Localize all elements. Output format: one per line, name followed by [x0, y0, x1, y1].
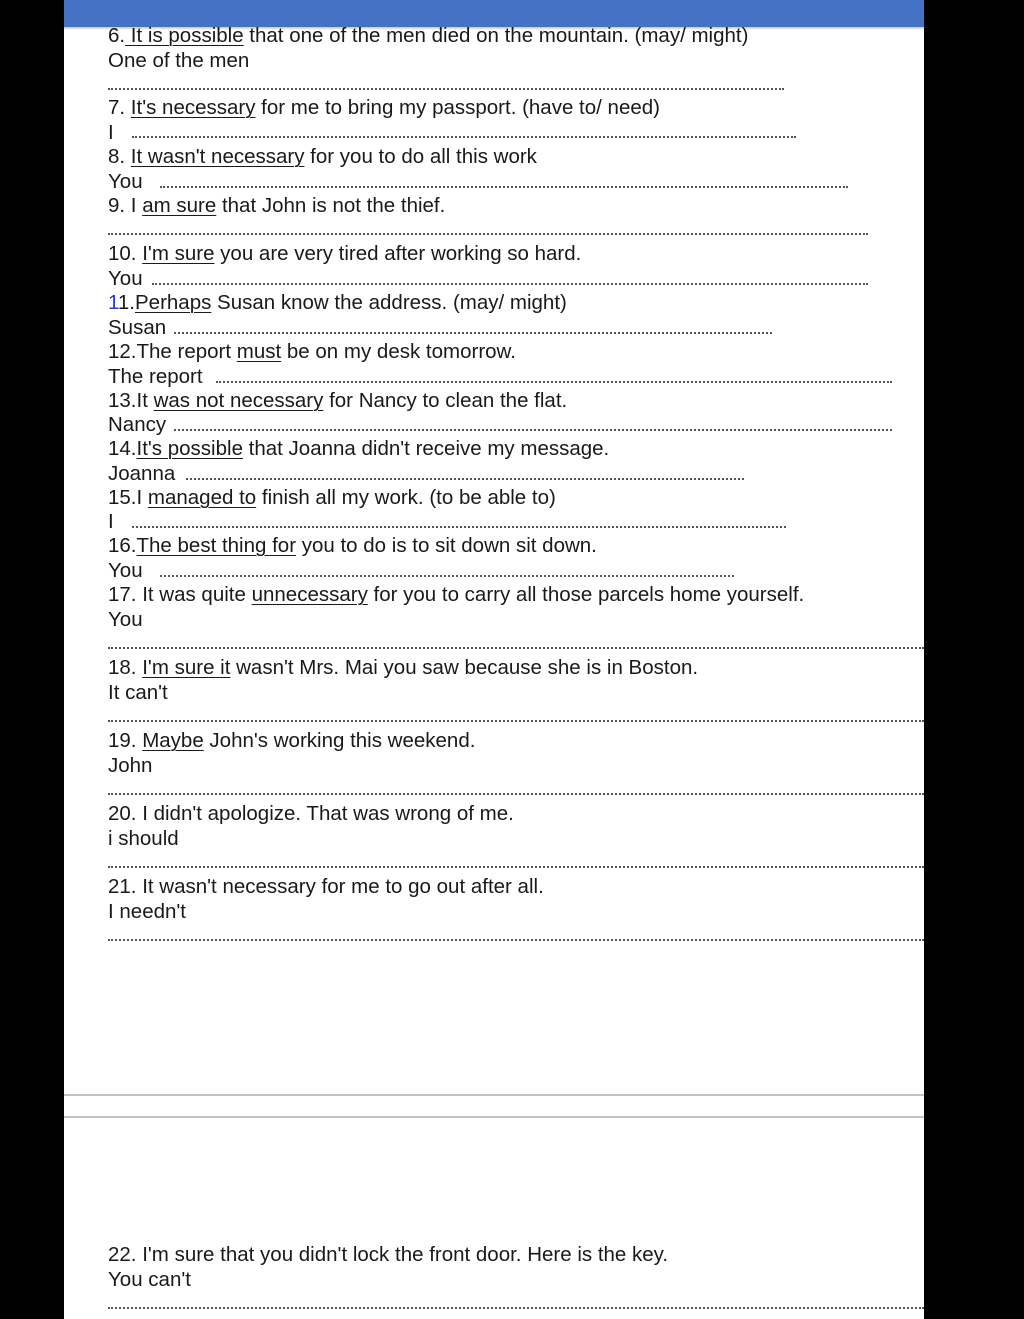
- question-11: 11.Perhaps Susan know the address. (may/ might): [108, 291, 567, 314]
- question-10: 10. I'm sure you are very tired after working so hard.: [108, 242, 582, 265]
- answer-line-21: [108, 939, 924, 941]
- answer-15-start: I: [108, 510, 114, 533]
- page-break-top-line: [64, 1094, 924, 1096]
- question-12: 12.The report must be on my desk tomorrow.: [108, 340, 516, 363]
- answer-12-start: The report: [108, 365, 203, 388]
- answer-21-start: I needn't: [108, 900, 187, 923]
- answer-line-8: [160, 186, 848, 188]
- answer-line-13: [174, 429, 892, 431]
- question-7: 7. It's necessary for me to bring my passport. (have to/ need): [108, 96, 660, 119]
- answer-14-start: Joanna: [108, 462, 176, 485]
- answer-18-start: It can't: [108, 681, 168, 704]
- answer-line-14: [186, 478, 744, 480]
- answer-line-20: [108, 866, 924, 868]
- answer-20-start: i should: [108, 827, 179, 850]
- answer-line-17: [108, 647, 924, 649]
- question-15: 15.I managed to finish all my work. (to be able to): [108, 486, 556, 509]
- answer-16-start: You: [108, 559, 143, 582]
- question-17: 17. It was quite unnecessary for you to carry all those parcels home yourself.: [108, 583, 805, 606]
- document-page: [64, 0, 924, 1319]
- answer-line-19: [108, 793, 924, 795]
- question-22: 22. I'm sure that you didn't lock the front door. Here is the key.: [108, 1243, 669, 1266]
- answer-19-start: John: [108, 754, 153, 777]
- answer-line-15: [132, 526, 786, 528]
- question-14: 14.It's possible that Joanna didn't receive my message.: [108, 437, 610, 460]
- answer-line-16: [160, 575, 734, 577]
- question-8: 8. It wasn't necessary for you to do all this work: [108, 145, 537, 168]
- question-21: 21. It wasn't necessary for me to go out after all.: [108, 875, 544, 898]
- answer-22-start: You can't: [108, 1268, 191, 1291]
- answer-line-12: [216, 381, 892, 383]
- answer-line-7: [132, 136, 796, 138]
- answer-6-start: One of the men: [108, 49, 250, 72]
- answer-line-18: [108, 720, 924, 722]
- answer-11-start: Susan: [108, 316, 167, 339]
- question-20: 20. I didn't apologize. That was wrong of me.: [108, 802, 514, 825]
- page-break-bottom-line: [64, 1116, 924, 1118]
- question-18: 18. I'm sure it wasn't Mrs. Mai you saw because she is in Boston.: [108, 656, 699, 679]
- answer-line-22: [108, 1307, 924, 1309]
- answer-8-start: You: [108, 170, 143, 193]
- answer-10-start: You: [108, 267, 143, 290]
- answer-line-6: [108, 88, 784, 90]
- question-13: 13.It was not necessary for Nancy to clean the flat.: [108, 389, 568, 412]
- question-6: 6. It is possible that one of the men died on the mountain. (may/ might): [108, 24, 749, 47]
- answer-line-11: [174, 332, 772, 334]
- answer-line-10: [152, 283, 868, 285]
- answer-17-start: You: [108, 608, 143, 631]
- question-19: 19. Maybe John's working this weekend.: [108, 729, 476, 752]
- answer-7-start: I: [108, 121, 114, 144]
- question-9: 9. I am sure that John is not the thief.: [108, 194, 446, 217]
- header-bar: [64, 0, 924, 27]
- question-16: 16.The best thing for you to do is to sit down sit down.: [108, 534, 597, 557]
- answer-line-9: [108, 233, 868, 235]
- answer-13-start: Nancy: [108, 413, 167, 436]
